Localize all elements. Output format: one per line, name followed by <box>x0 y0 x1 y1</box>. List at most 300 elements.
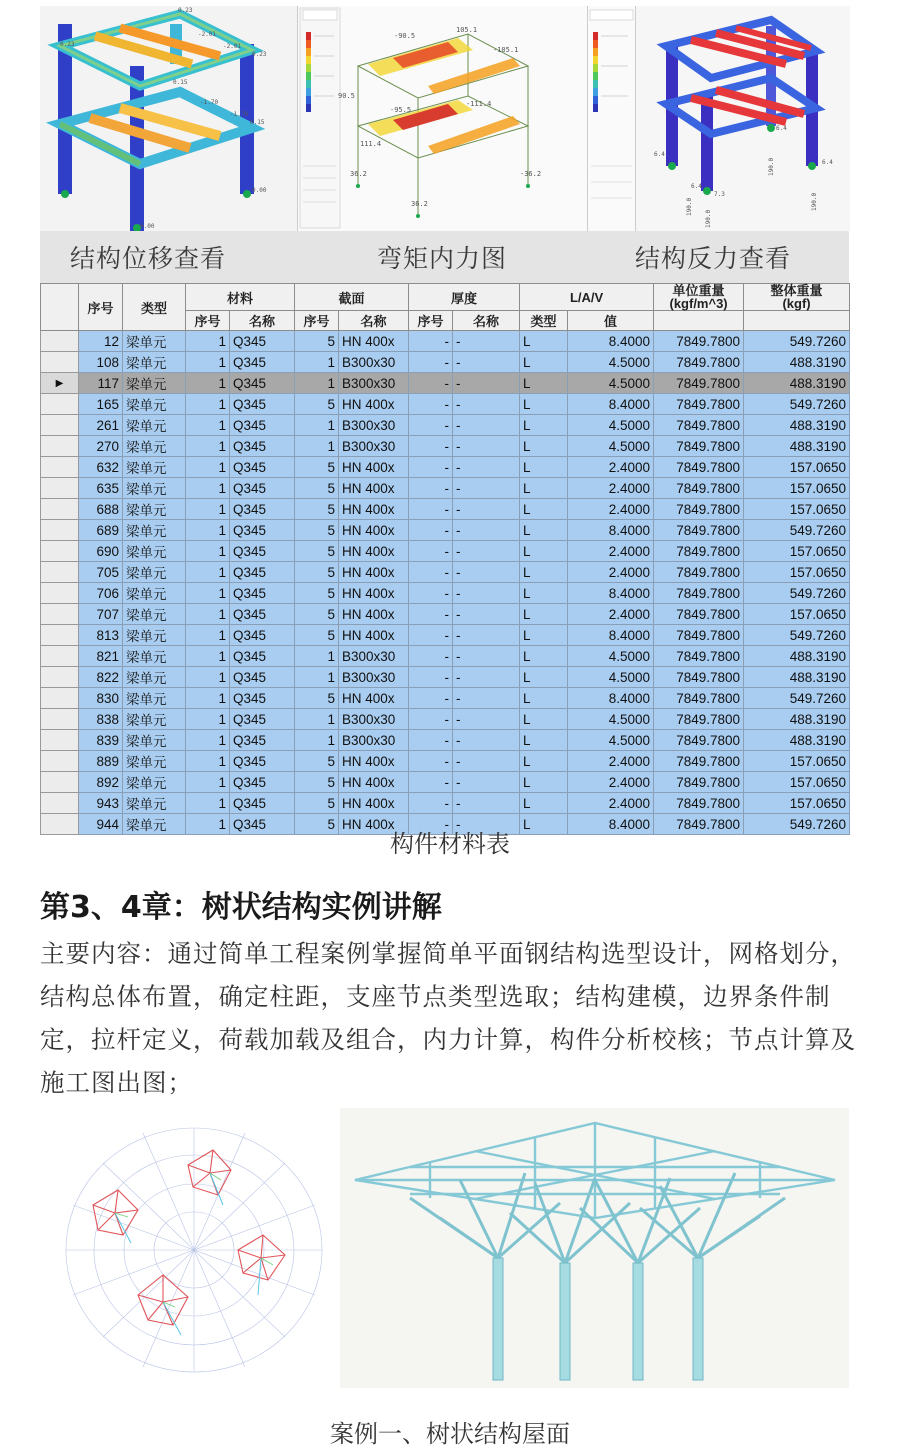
table-cell[interactable]: 488.3190 <box>744 646 850 667</box>
table-cell[interactable]: - <box>453 394 520 415</box>
table-cell[interactable]: L <box>520 520 568 541</box>
table-cell[interactable]: 5 <box>295 793 339 814</box>
table-cell[interactable]: 5 <box>295 499 339 520</box>
table-cell[interactable]: - <box>409 562 453 583</box>
table-cell[interactable]: L <box>520 751 568 772</box>
table-cell[interactable]: - <box>453 730 520 751</box>
table-cell[interactable]: 1 <box>295 415 339 436</box>
table-cell[interactable]: 梁单元 <box>123 604 186 625</box>
table-cell[interactable]: Q345 <box>230 520 295 541</box>
table-cell[interactable]: - <box>453 583 520 604</box>
table-cell[interactable]: - <box>409 499 453 520</box>
table-cell[interactable]: L <box>520 667 568 688</box>
table-cell[interactable]: L <box>520 793 568 814</box>
table-cell[interactable]: 7849.7800 <box>654 331 744 352</box>
table-cell[interactable]: 梁单元 <box>123 667 186 688</box>
table-cell[interactable]: L <box>520 730 568 751</box>
table-cell[interactable]: Q345 <box>230 352 295 373</box>
table-cell[interactable]: - <box>409 394 453 415</box>
table-cell[interactable]: 5 <box>295 751 339 772</box>
table-cell[interactable]: 1 <box>186 625 230 646</box>
table-cell[interactable]: - <box>453 814 520 835</box>
table-cell[interactable]: Q345 <box>230 562 295 583</box>
table-cell[interactable]: - <box>453 373 520 394</box>
table-cell[interactable]: B300x30 <box>339 667 409 688</box>
row-selector[interactable] <box>41 562 79 583</box>
table-cell[interactable]: 813 <box>79 625 123 646</box>
table-cell[interactable]: HN 400x <box>339 583 409 604</box>
table-cell[interactable]: 5 <box>295 625 339 646</box>
table-row[interactable] <box>41 751 850 772</box>
table-cell[interactable]: 梁单元 <box>123 646 186 667</box>
table-cell[interactable]: HN 400x <box>339 814 409 835</box>
table-row[interactable] <box>41 541 850 562</box>
table-cell[interactable]: 549.7260 <box>744 688 850 709</box>
table-cell[interactable]: 5 <box>295 394 339 415</box>
table-cell[interactable]: - <box>453 499 520 520</box>
table-cell[interactable]: - <box>453 646 520 667</box>
table-row[interactable] <box>41 604 850 625</box>
table-cell[interactable]: Q345 <box>230 667 295 688</box>
row-selector[interactable] <box>41 436 79 457</box>
table-cell[interactable]: 1 <box>295 667 339 688</box>
table-cell[interactable]: 7849.7800 <box>654 457 744 478</box>
table-cell[interactable]: 7849.7800 <box>654 373 744 394</box>
row-selector[interactable] <box>41 352 79 373</box>
row-selector[interactable] <box>41 793 79 814</box>
table-cell[interactable]: 707 <box>79 604 123 625</box>
table-cell[interactable]: HN 400x <box>339 793 409 814</box>
table-cell[interactable]: L <box>520 499 568 520</box>
table-cell[interactable]: 549.7260 <box>744 625 850 646</box>
table-cell[interactable]: 892 <box>79 772 123 793</box>
table-cell[interactable]: HN 400x <box>339 562 409 583</box>
table-cell[interactable]: 2.4000 <box>568 541 654 562</box>
table-cell[interactable]: 689 <box>79 520 123 541</box>
table-cell[interactable]: 2.4000 <box>568 604 654 625</box>
table-cell[interactable]: - <box>409 814 453 835</box>
table-cell[interactable]: L <box>520 646 568 667</box>
table-cell[interactable]: L <box>520 394 568 415</box>
row-selector[interactable] <box>41 625 79 646</box>
table-cell[interactable]: - <box>453 688 520 709</box>
table-cell[interactable]: 488.3190 <box>744 709 850 730</box>
table-cell[interactable]: - <box>453 541 520 562</box>
table-row[interactable] <box>41 772 850 793</box>
table-cell[interactable]: 梁单元 <box>123 541 186 562</box>
table-cell[interactable]: 5 <box>295 562 339 583</box>
table-cell[interactable]: 梁单元 <box>123 625 186 646</box>
table-cell[interactable]: 549.7260 <box>744 394 850 415</box>
col-header-no[interactable]: 序号 <box>79 284 123 331</box>
table-cell[interactable]: 821 <box>79 646 123 667</box>
table-cell[interactable]: 梁单元 <box>123 436 186 457</box>
row-selector[interactable] <box>41 394 79 415</box>
table-cell[interactable]: 1 <box>186 730 230 751</box>
table-cell[interactable]: 1 <box>186 331 230 352</box>
table-cell[interactable]: 7849.7800 <box>654 730 744 751</box>
row-selector[interactable] <box>41 499 79 520</box>
table-cell[interactable]: 梁单元 <box>123 478 186 499</box>
col-header-material-no[interactable]: 序号 <box>186 311 230 331</box>
table-cell[interactable]: B300x30 <box>339 415 409 436</box>
table-cell[interactable]: 1 <box>186 667 230 688</box>
table-cell[interactable]: 488.3190 <box>744 415 850 436</box>
table-cell[interactable]: 4.5000 <box>568 373 654 394</box>
table-cell[interactable]: 688 <box>79 499 123 520</box>
table-cell[interactable]: L <box>520 709 568 730</box>
table-cell[interactable]: 1 <box>186 604 230 625</box>
table-cell[interactable]: - <box>409 709 453 730</box>
table-cell[interactable]: 1 <box>295 352 339 373</box>
table-cell[interactable]: B300x30 <box>339 436 409 457</box>
row-selector[interactable] <box>41 478 79 499</box>
table-cell[interactable]: 2.4000 <box>568 793 654 814</box>
table-cell[interactable]: HN 400x <box>339 772 409 793</box>
table-cell[interactable]: L <box>520 331 568 352</box>
table-cell[interactable]: HN 400x <box>339 394 409 415</box>
col-header-lav-type[interactable]: 类型 <box>520 311 568 331</box>
table-cell[interactable]: 2.4000 <box>568 499 654 520</box>
table-cell[interactable]: 705 <box>79 562 123 583</box>
table-cell[interactable]: - <box>453 352 520 373</box>
table-cell[interactable]: 梁单元 <box>123 688 186 709</box>
table-row[interactable] <box>41 625 850 646</box>
table-cell[interactable]: 1 <box>186 352 230 373</box>
table-row[interactable] <box>41 331 850 352</box>
table-row[interactable] <box>41 730 850 751</box>
table-cell[interactable]: - <box>453 436 520 457</box>
table-cell[interactable]: 4.5000 <box>568 646 654 667</box>
row-selector[interactable]: ▶ <box>41 373 79 394</box>
table-cell[interactable]: - <box>409 730 453 751</box>
row-selector[interactable] <box>41 688 79 709</box>
table-cell[interactable]: HN 400x <box>339 751 409 772</box>
group-header-lav[interactable]: L/A/V <box>520 284 654 311</box>
table-cell[interactable]: HN 400x <box>339 541 409 562</box>
table-cell[interactable]: 157.0650 <box>744 751 850 772</box>
table-cell[interactable]: 839 <box>79 730 123 751</box>
table-cell[interactable]: - <box>409 352 453 373</box>
table-cell[interactable]: L <box>520 688 568 709</box>
table-cell[interactable]: 5 <box>295 541 339 562</box>
table-cell[interactable]: - <box>409 415 453 436</box>
table-cell[interactable]: 117 <box>79 373 123 394</box>
table-cell[interactable]: 549.7260 <box>744 583 850 604</box>
table-cell[interactable]: 梁单元 <box>123 583 186 604</box>
table-cell[interactable]: 7849.7800 <box>654 604 744 625</box>
table-cell[interactable]: HN 400x <box>339 478 409 499</box>
table-cell[interactable]: 1 <box>186 751 230 772</box>
table-cell[interactable]: L <box>520 541 568 562</box>
table-cell[interactable]: 8.4000 <box>568 625 654 646</box>
table-cell[interactable]: - <box>409 667 453 688</box>
table-cell[interactable]: 梁单元 <box>123 814 186 835</box>
table-cell[interactable]: 8.4000 <box>568 520 654 541</box>
table-row[interactable] <box>41 562 850 583</box>
table-row[interactable] <box>41 499 850 520</box>
table-row[interactable] <box>41 688 850 709</box>
table-cell[interactable]: 1 <box>186 499 230 520</box>
table-cell[interactable]: 165 <box>79 394 123 415</box>
table-row[interactable] <box>41 457 850 478</box>
table-cell[interactable]: Q345 <box>230 478 295 499</box>
table-cell[interactable]: 1 <box>186 541 230 562</box>
table-cell[interactable]: Q345 <box>230 436 295 457</box>
table-cell[interactable]: 5 <box>295 772 339 793</box>
table-cell[interactable]: 1 <box>186 457 230 478</box>
table-cell[interactable]: - <box>453 604 520 625</box>
table-cell[interactable]: 4.5000 <box>568 415 654 436</box>
table-row[interactable] <box>41 793 850 814</box>
table-cell[interactable]: 690 <box>79 541 123 562</box>
table-cell[interactable]: 7849.7800 <box>654 751 744 772</box>
table-cell[interactable]: 2.4000 <box>568 478 654 499</box>
table-cell[interactable]: Q345 <box>230 541 295 562</box>
table-cell[interactable]: 1 <box>186 709 230 730</box>
table-row[interactable] <box>41 709 850 730</box>
table-cell[interactable]: 1 <box>186 415 230 436</box>
table-cell[interactable]: 2.4000 <box>568 772 654 793</box>
table-cell[interactable]: 549.7260 <box>744 331 850 352</box>
table-cell[interactable]: 1 <box>186 436 230 457</box>
table-cell[interactable]: - <box>453 709 520 730</box>
row-selector[interactable] <box>41 604 79 625</box>
row-selector[interactable] <box>41 520 79 541</box>
table-cell[interactable]: 1 <box>186 793 230 814</box>
table-cell[interactable]: 635 <box>79 478 123 499</box>
table-cell[interactable]: 1 <box>295 373 339 394</box>
table-cell[interactable]: 梁单元 <box>123 793 186 814</box>
table-cell[interactable]: L <box>520 562 568 583</box>
table-cell[interactable]: L <box>520 415 568 436</box>
table-cell[interactable]: 梁单元 <box>123 499 186 520</box>
table-cell[interactable]: B300x30 <box>339 352 409 373</box>
table-cell[interactable]: B300x30 <box>339 646 409 667</box>
table-cell[interactable]: B300x30 <box>339 730 409 751</box>
table-cell[interactable]: 549.7260 <box>744 520 850 541</box>
table-row[interactable] <box>41 415 850 436</box>
table-cell[interactable]: 830 <box>79 688 123 709</box>
table-cell[interactable]: 7849.7800 <box>654 814 744 835</box>
col-header-thickness-name[interactable]: 名称 <box>453 311 520 331</box>
table-cell[interactable]: 838 <box>79 709 123 730</box>
table-cell[interactable]: 7849.7800 <box>654 562 744 583</box>
table-cell[interactable]: HN 400x <box>339 688 409 709</box>
table-cell[interactable]: B300x30 <box>339 709 409 730</box>
table-cell[interactable]: 7849.7800 <box>654 436 744 457</box>
table-cell[interactable]: - <box>409 625 453 646</box>
table-cell[interactable]: 1 <box>186 520 230 541</box>
table-cell[interactable]: 7849.7800 <box>654 541 744 562</box>
table-cell[interactable]: 7849.7800 <box>654 478 744 499</box>
table-cell[interactable]: 梁单元 <box>123 373 186 394</box>
table-cell[interactable]: 488.3190 <box>744 730 850 751</box>
group-header-total-weight[interactable] <box>744 284 850 311</box>
table-cell[interactable]: 1 <box>186 562 230 583</box>
table-cell[interactable]: 7849.7800 <box>654 520 744 541</box>
table-cell[interactable]: 7849.7800 <box>654 394 744 415</box>
table-cell[interactable]: HN 400x <box>339 331 409 352</box>
table-cell[interactable]: 889 <box>79 751 123 772</box>
row-selector[interactable] <box>41 583 79 604</box>
table-cell[interactable]: HN 400x <box>339 625 409 646</box>
table-cell[interactable]: HN 400x <box>339 499 409 520</box>
table-cell[interactable]: Q345 <box>230 457 295 478</box>
table-cell[interactable]: 261 <box>79 415 123 436</box>
table-cell[interactable]: Q345 <box>230 373 295 394</box>
table-cell[interactable]: 488.3190 <box>744 373 850 394</box>
table-cell[interactable]: 7849.7800 <box>654 499 744 520</box>
table-cell[interactable]: 157.0650 <box>744 499 850 520</box>
table-cell[interactable]: - <box>409 646 453 667</box>
table-row[interactable] <box>41 520 850 541</box>
table-cell[interactable]: 8.4000 <box>568 394 654 415</box>
table-cell[interactable]: 5 <box>295 457 339 478</box>
table-cell[interactable]: 488.3190 <box>744 436 850 457</box>
table-cell[interactable]: - <box>453 562 520 583</box>
table-cell[interactable]: HN 400x <box>339 604 409 625</box>
table-cell[interactable]: 7849.7800 <box>654 793 744 814</box>
table-cell[interactable]: Q345 <box>230 814 295 835</box>
table-cell[interactable]: 4.5000 <box>568 436 654 457</box>
table-cell[interactable]: 7849.7800 <box>654 709 744 730</box>
table-cell[interactable]: 157.0650 <box>744 562 850 583</box>
table-row[interactable] <box>41 436 850 457</box>
table-row[interactable] <box>41 667 850 688</box>
table-cell[interactable]: 1 <box>295 646 339 667</box>
table-cell[interactable]: 8.4000 <box>568 583 654 604</box>
table-cell[interactable]: HN 400x <box>339 520 409 541</box>
table-cell[interactable]: Q345 <box>230 772 295 793</box>
row-selector[interactable] <box>41 331 79 352</box>
col-header-section-name[interactable]: 名称 <box>339 311 409 331</box>
table-cell[interactable]: - <box>453 520 520 541</box>
table-cell[interactable]: 488.3190 <box>744 667 850 688</box>
table-cell[interactable]: 157.0650 <box>744 793 850 814</box>
table-cell[interactable]: 梁单元 <box>123 394 186 415</box>
table-row[interactable] <box>41 352 850 373</box>
table-cell[interactable]: 梁单元 <box>123 751 186 772</box>
table-cell[interactable]: L <box>520 436 568 457</box>
table-cell[interactable]: L <box>520 625 568 646</box>
table-cell[interactable]: 8.4000 <box>568 331 654 352</box>
table-cell[interactable]: 632 <box>79 457 123 478</box>
table-cell[interactable]: 2.4000 <box>568 751 654 772</box>
table-cell[interactable]: L <box>520 352 568 373</box>
table-cell[interactable]: 1 <box>295 730 339 751</box>
table-cell[interactable]: - <box>409 772 453 793</box>
group-header-unit-weight[interactable] <box>654 284 744 311</box>
table-cell[interactable]: Q345 <box>230 625 295 646</box>
table-cell[interactable]: - <box>409 541 453 562</box>
col-header-material-name[interactable]: 名称 <box>230 311 295 331</box>
table-cell[interactable]: 2.4000 <box>568 562 654 583</box>
table-cell[interactable]: 1 <box>186 478 230 499</box>
table-cell[interactable]: - <box>409 457 453 478</box>
table-cell[interactable]: Q345 <box>230 415 295 436</box>
table-cell[interactable]: 1 <box>186 394 230 415</box>
table-cell[interactable]: - <box>453 457 520 478</box>
table-cell[interactable]: 488.3190 <box>744 352 850 373</box>
table-cell[interactable]: L <box>520 814 568 835</box>
row-selector[interactable] <box>41 415 79 436</box>
col-header-thickness-no[interactable]: 序号 <box>409 311 453 331</box>
table-cell[interactable]: 944 <box>79 814 123 835</box>
row-selector[interactable] <box>41 667 79 688</box>
table-cell[interactable]: - <box>409 478 453 499</box>
table-cell[interactable]: 270 <box>79 436 123 457</box>
table-cell[interactable]: 5 <box>295 331 339 352</box>
table-cell[interactable]: 梁单元 <box>123 730 186 751</box>
table-cell[interactable]: 梁单元 <box>123 415 186 436</box>
group-header-section[interactable]: 截面 <box>295 284 409 311</box>
table-cell[interactable]: 1 <box>186 772 230 793</box>
group-header-thickness[interactable]: 厚度 <box>409 284 520 311</box>
table-cell[interactable]: 822 <box>79 667 123 688</box>
table-cell[interactable]: 1 <box>186 814 230 835</box>
table-cell[interactable]: Q345 <box>230 499 295 520</box>
table-cell[interactable]: 7849.7800 <box>654 415 744 436</box>
table-cell[interactable]: 7849.7800 <box>654 646 744 667</box>
table-cell[interactable]: - <box>409 793 453 814</box>
table-cell[interactable]: 157.0650 <box>744 541 850 562</box>
col-header-section-no[interactable]: 序号 <box>295 311 339 331</box>
table-cell[interactable]: - <box>453 772 520 793</box>
table-cell[interactable]: 梁单元 <box>123 772 186 793</box>
table-cell[interactable]: Q345 <box>230 730 295 751</box>
table-cell[interactable]: Q345 <box>230 646 295 667</box>
table-cell[interactable]: - <box>409 436 453 457</box>
table-cell[interactable]: - <box>409 520 453 541</box>
table-row[interactable] <box>41 373 850 394</box>
table-cell[interactable]: 7849.7800 <box>654 772 744 793</box>
table-cell[interactable]: 8.4000 <box>568 688 654 709</box>
table-cell[interactable]: 5 <box>295 583 339 604</box>
table-cell[interactable]: L <box>520 604 568 625</box>
table-cell[interactable]: 4.5000 <box>568 709 654 730</box>
table-cell[interactable]: 5 <box>295 814 339 835</box>
table-cell[interactable]: - <box>409 373 453 394</box>
table-cell[interactable]: 5 <box>295 478 339 499</box>
table-cell[interactable]: - <box>453 415 520 436</box>
table-cell[interactable]: 1 <box>295 436 339 457</box>
row-selector[interactable] <box>41 457 79 478</box>
table-cell[interactable]: 梁单元 <box>123 352 186 373</box>
table-cell[interactable]: - <box>453 793 520 814</box>
table-cell[interactable]: - <box>453 667 520 688</box>
row-selector[interactable] <box>41 730 79 751</box>
table-cell[interactable]: 5 <box>295 604 339 625</box>
row-selector[interactable] <box>41 751 79 772</box>
table-cell[interactable]: 7849.7800 <box>654 352 744 373</box>
table-cell[interactable]: 943 <box>79 793 123 814</box>
table-cell[interactable]: Q345 <box>230 793 295 814</box>
table-cell[interactable]: 8.4000 <box>568 814 654 835</box>
table-cell[interactable]: 7849.7800 <box>654 625 744 646</box>
table-cell[interactable]: Q345 <box>230 688 295 709</box>
table-row[interactable] <box>41 646 850 667</box>
table-cell[interactable]: 157.0650 <box>744 478 850 499</box>
table-cell[interactable]: Q345 <box>230 604 295 625</box>
table-cell[interactable]: Q345 <box>230 751 295 772</box>
table-cell[interactable]: L <box>520 457 568 478</box>
col-header-type[interactable]: 类型 <box>123 284 186 331</box>
table-cell[interactable]: L <box>520 373 568 394</box>
table-row[interactable] <box>41 583 850 604</box>
table-cell[interactable]: 12 <box>79 331 123 352</box>
table-cell[interactable]: - <box>409 331 453 352</box>
